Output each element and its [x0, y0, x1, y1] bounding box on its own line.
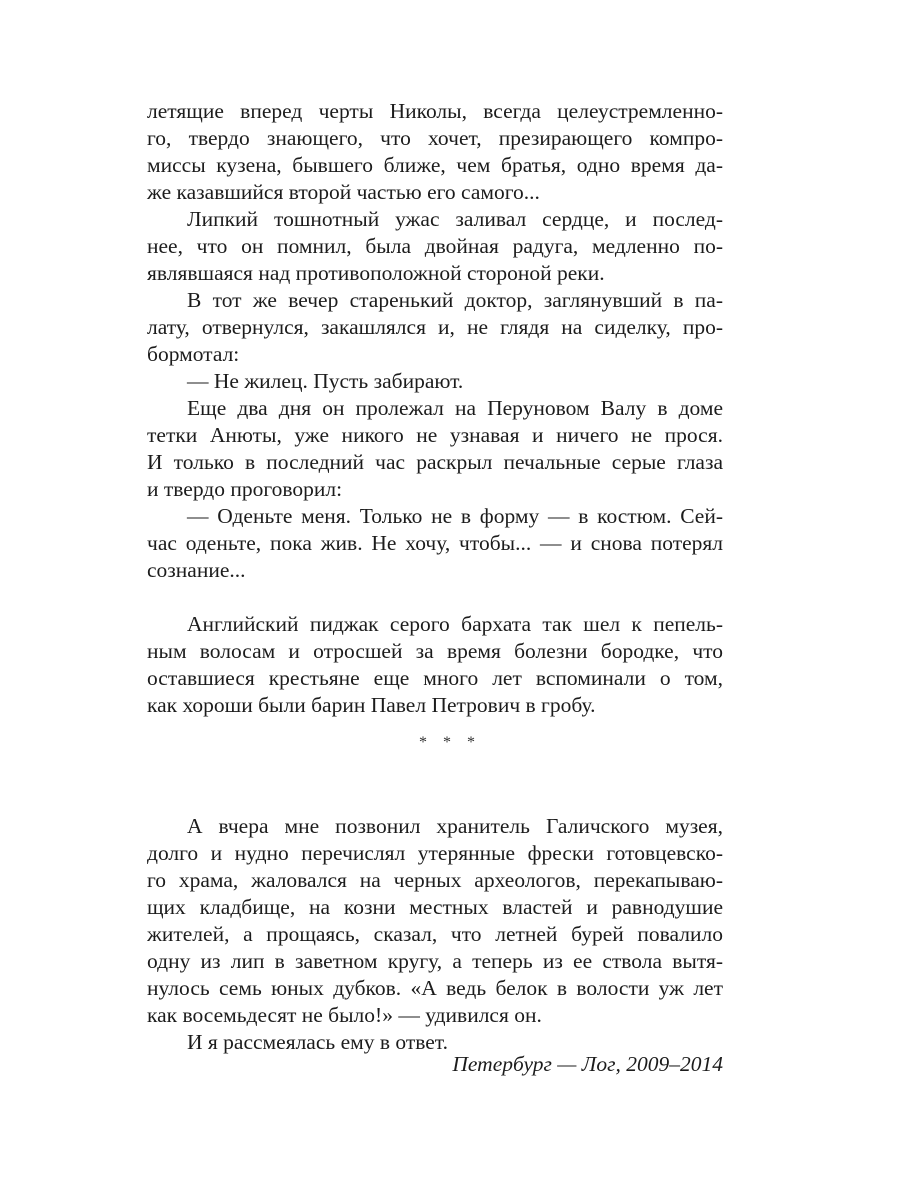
text-line: оставшиеся крестьяне еще много лет вспоминали о том,	[147, 666, 723, 690]
text-line: — Оденьте меня. Только не в форму — в костюм. Сей-	[187, 504, 723, 528]
text-line: щих кладбище, на козни местных властей и равнодушие	[147, 895, 723, 919]
signature: Петербург — Лог, 2009–2014	[452, 1052, 723, 1076]
text-line: же казавшийся второй частью его самого...	[147, 180, 540, 204]
text-line: Еще два дня он пролежал на Перуновом Валу в доме	[187, 396, 723, 420]
text-line: И только в последний час раскрыл печальные серые глаза	[147, 450, 723, 474]
text-line: лату, отвернулся, закашлялся и, не глядя на сиделку, про-	[147, 315, 723, 339]
text-line: В тот же вечер старенький доктор, заглянувший в па-	[187, 288, 723, 312]
text-line: го храма, жаловался на черных археологов, перекапываю-	[147, 868, 723, 892]
text-line: А вчера мне позвонил хранитель Галичского музея,	[187, 814, 723, 838]
text-line: являвшаяся над противоположной стороной реки.	[147, 261, 605, 285]
text-line: нее, что он помнил, была двойная радуга, медленно по-	[147, 234, 723, 258]
text-line: как хороши были барин Павел Петрович в гробу.	[147, 693, 596, 717]
text-line: тетки Анюты, уже никого не узнавая и ничего не прося.	[147, 423, 723, 447]
text-line: го, твердо знающего, что хочет, презирающего компро-	[147, 126, 723, 150]
text-line: ным волосам и отросшей за время болезни бородке, что	[147, 639, 723, 663]
text-block-2	[147, 611, 723, 719]
text-line: и твердо проговорил:	[147, 477, 343, 501]
text-line: одну из лип в заветном кругу, а теперь из ее ствола вытя-	[147, 949, 723, 973]
text-block-3	[147, 813, 723, 1056]
text-line: как восемьдесят не было!» — удивился он.	[147, 1003, 542, 1027]
text-line: — Не жилец. Пусть забирают.	[187, 369, 464, 393]
text-line: Липкий тошнотный ужас заливал сердце, и послед-	[187, 207, 723, 231]
text-line: Английский пиджак серого бархата так шел к пепель-	[187, 612, 723, 636]
text-line: час оденьте, пока жив. Не хочу, чтобы... — и снова потерял	[147, 531, 723, 555]
text-line: сознание...	[147, 558, 246, 582]
text-line: долго и нудно перечислял утерянные фрески готовцевско-	[147, 841, 723, 865]
section-separator: * * *	[419, 734, 481, 751]
text-line: летящие вперед черты Николы, всегда целеустремленно-	[147, 99, 723, 123]
text-block-1	[147, 98, 723, 584]
text-line: И я рассмеялась ему в ответ.	[187, 1030, 448, 1054]
text-line: нулось семь юных дубков. «А ведь белок в волости уж лет	[147, 976, 723, 1000]
text-line: жителей, а прощаясь, сказал, что летней бурей повалило	[147, 922, 723, 946]
text-line: бормотал:	[147, 342, 240, 366]
text-line: миссы кузена, бывшего ближе, чем братья, одно время да-	[147, 153, 723, 177]
